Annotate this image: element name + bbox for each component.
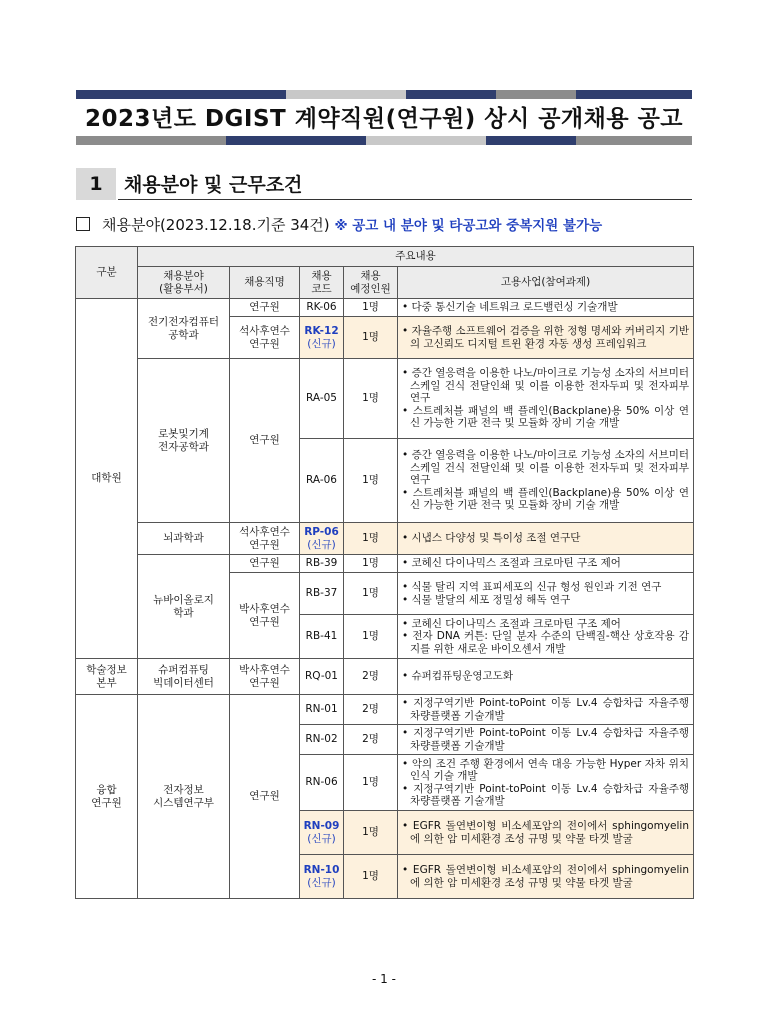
code-cell: RB-37 xyxy=(300,573,344,615)
project-cell: • 악의 조건 주행 환경에서 연속 대응 가능한 Hyper 자차 위치 인식 기술 개발 • 지정구역기반 Point-toPoint 이동 Lv.4 승합차급 자율주행 차량플랫폼 기술개발 xyxy=(398,755,694,811)
field-elec: 전자정보 시스템연구부 xyxy=(138,695,230,899)
project-cell: • EGFR 돌연변이형 비소세포암의 전이에서 sphingomyelin에 의한 암 미세환경 조성 규명 및 약물 타겟 발굴 xyxy=(398,811,694,855)
group-grad: 대학원 xyxy=(76,299,138,659)
project-cell: • 식물 탈리 지역 표피세포의 신규 형성 원인과 기전 연구 • 식물 발달의 세포 정밀성 해독 연구 xyxy=(398,573,694,615)
section-title: 채용분야 및 근무조건 xyxy=(124,174,303,196)
code-cell: RQ-01 xyxy=(300,659,344,695)
count-cell: 1명 xyxy=(344,855,398,899)
table-row xyxy=(76,523,694,555)
duplicate-application-note: ※ 공고 내 분야 및 타공고와 중복지원 불가능 xyxy=(334,218,603,234)
header-main: 주요내용 xyxy=(138,247,694,267)
count-cell: 1명 xyxy=(344,317,398,359)
project-cell: • 증간 열응력을 이용한 나노/마이크로 기능성 소자의 서브미터스케일 건식 전달인쇄 및 이를 이용한 전자두피 및 전자피부 연구 • 스트레처블 패널의 백 플레인(Backplane)용 50% 이상 연신 가능한 기판 전극 및 모듈화 장비 기술 개발 xyxy=(398,359,694,439)
field-super: 슈퍼컴퓨팅 빅데이터센터 xyxy=(138,659,230,695)
code-cell: RN-02 xyxy=(300,725,344,755)
count-cell: 2명 xyxy=(344,695,398,725)
header-count: 채용 예정인원 xyxy=(344,267,398,299)
table-row xyxy=(76,695,694,725)
page-title: 2023년도 DGIST 계약직원(연구원) 상시 공개채용 공고 xyxy=(84,106,684,132)
title-bar-top xyxy=(76,90,692,99)
position-cell: 석사후연수 연구원 xyxy=(230,317,300,359)
count-cell: 2명 xyxy=(344,659,398,695)
table-row xyxy=(76,659,694,695)
section-divider xyxy=(118,199,692,200)
header-field: 채용분야 (활용부서) xyxy=(138,267,230,299)
header-division: 구분 xyxy=(76,247,138,299)
code-cell: RB-41 xyxy=(300,615,344,659)
subheading-text: 채용분야(2023.12.18.기준 34건) xyxy=(102,216,330,234)
code-cell: RP-06 (신규) xyxy=(300,523,344,555)
count-cell: 1명 xyxy=(344,573,398,615)
field-brain: 뇌과학과 xyxy=(138,523,230,555)
position-cell: 연구원 xyxy=(230,299,300,317)
count-cell: 1명 xyxy=(344,811,398,855)
project-cell: • 증간 열응력을 이용한 나노/마이크로 기능성 소자의 서브미터스케일 건식 전달인쇄 및 이를 이용한 전자두피 및 전자피부 연구 • 스트레처블 패널의 백 플레인(Backplane)용 50% 이상 연신 가능한 기판 전극 및 모듈화 장비 기술 개발 xyxy=(398,439,694,523)
project-cell: • 코헤신 다이나믹스 조절과 크로마틴 구조 제어 • 전자 DNA 커튼: 단일 분자 수준의 단백질-핵산 상호작용 감지를 위한 새로운 바이오센서 개발 xyxy=(398,615,694,659)
project-cell: • 지정구역기반 Point-toPoint 이동 Lv.4 승합차급 자율주행 차량플랫폼 기술개발 xyxy=(398,695,694,725)
count-cell: 1명 xyxy=(344,439,398,523)
position-cell: 박사후연수 연구원 xyxy=(230,659,300,695)
count-cell: 1명 xyxy=(344,299,398,317)
header-code: 채용 코드 xyxy=(300,267,344,299)
title-bar-bottom xyxy=(76,136,692,145)
count-cell: 2명 xyxy=(344,725,398,755)
group-conv: 융합 연구원 xyxy=(76,695,138,899)
project-cell: • 시냅스 다양성 및 특이성 조절 연구단 xyxy=(398,523,694,555)
code-cell: RA-05 xyxy=(300,359,344,439)
project-cell: • 코헤신 다이나믹스 조절과 크로마틴 구조 제어 xyxy=(398,555,694,573)
code-cell: RK-12 (신규) xyxy=(300,317,344,359)
page-number: - 1 - xyxy=(372,972,396,986)
position-cell: 연구원 xyxy=(230,555,300,573)
code-cell: RN-01 xyxy=(300,695,344,725)
count-cell: 1명 xyxy=(344,555,398,573)
position-cell: 박사후연수 연구원 xyxy=(230,573,300,659)
code-cell: RN-09 (신규) xyxy=(300,811,344,855)
recruitment-table xyxy=(75,246,694,899)
count-cell: 1명 xyxy=(344,615,398,659)
code-cell: RB-39 xyxy=(300,555,344,573)
count-cell: 1명 xyxy=(344,523,398,555)
subheading xyxy=(76,214,602,235)
table-row xyxy=(76,555,694,573)
field-eecs: 전기전자컴퓨터 공학과 xyxy=(138,299,230,359)
project-cell: • EGFR 돌연변이형 비소세포암의 전이에서 sphingomyelin에 의한 암 미세환경 조성 규명 및 약물 타겟 발굴 xyxy=(398,855,694,899)
code-cell: RN-06 xyxy=(300,755,344,811)
field-robot: 로봇및기계 전자공학과 xyxy=(138,359,230,523)
project-cell: • 지정구역기반 Point-toPoint 이동 Lv.4 승합차급 자율주행 차량플랫폼 기술개발 xyxy=(398,725,694,755)
position-cell: 연구원 xyxy=(230,695,300,899)
project-cell: • 슈퍼컴퓨팅운영고도화 xyxy=(398,659,694,695)
table-row xyxy=(76,359,694,439)
position-cell: 연구원 xyxy=(230,359,300,523)
checkbox-square-icon xyxy=(76,217,90,231)
count-cell: 1명 xyxy=(344,755,398,811)
field-neuro: 뉴바이올로지 학과 xyxy=(138,555,230,659)
code-cell: RA-06 xyxy=(300,439,344,523)
code-cell: RN-10 (신규) xyxy=(300,855,344,899)
section-number: 1 xyxy=(76,168,116,200)
table-row xyxy=(76,299,694,317)
code-cell: RK-06 xyxy=(300,299,344,317)
project-cell: • 자율주행 소프트웨어 검증을 위한 정형 명세와 커버리지 기반의 고신뢰도 디지털 트윈 환경 자동 생성 프레임워크 xyxy=(398,317,694,359)
project-cell: • 다중 통신기술 네트워크 로드밸런싱 기술개발 xyxy=(398,299,694,317)
position-cell: 석사후연수 연구원 xyxy=(230,523,300,555)
header-position: 채용직명 xyxy=(230,267,300,299)
group-info: 학술정보 본부 xyxy=(76,659,138,695)
header-project: 고용사업(참여과제) xyxy=(398,267,694,299)
count-cell: 1명 xyxy=(344,359,398,439)
